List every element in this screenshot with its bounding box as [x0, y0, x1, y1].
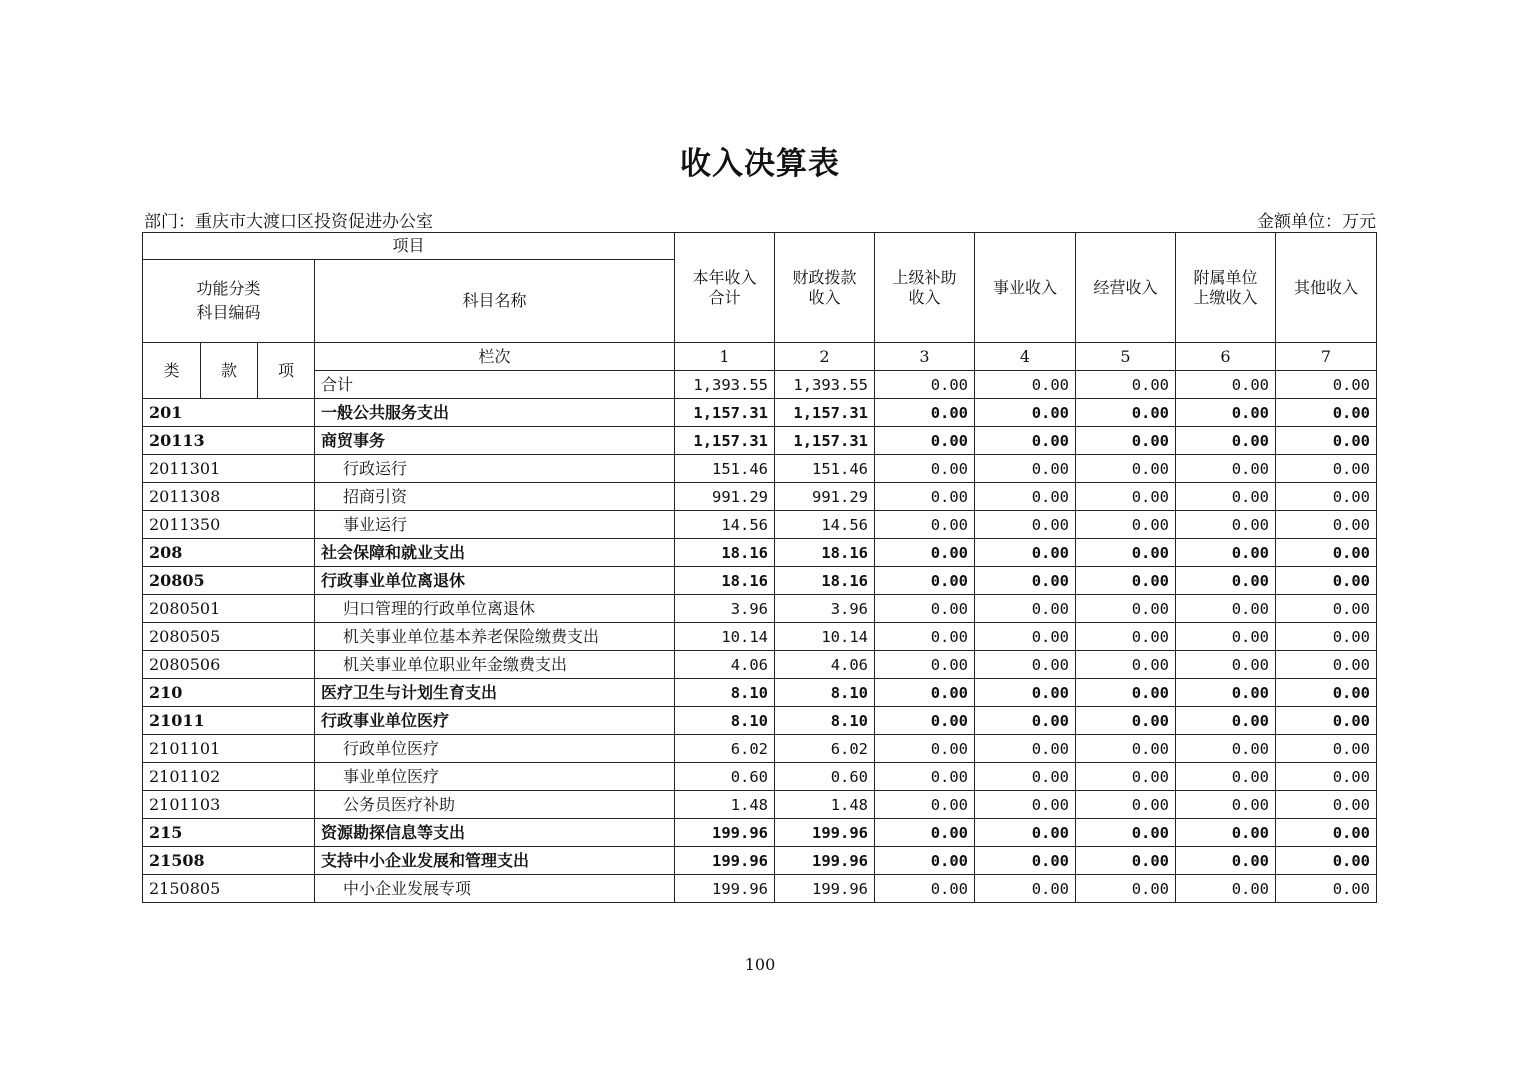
row-value-1: 8.10	[675, 707, 775, 735]
col-header-4: 事业收入	[975, 233, 1076, 343]
row-subject-name: 归口管理的行政单位离退休	[315, 595, 675, 623]
row-value-2: 199.96	[775, 819, 875, 847]
row-value-1: 0.60	[675, 763, 775, 791]
col-index-4: 4	[975, 343, 1076, 371]
row-code: 2080501	[143, 595, 315, 623]
row-value-6: 0.00	[1176, 763, 1276, 791]
table-row	[143, 679, 1377, 707]
total-row	[143, 371, 1377, 399]
row-value-6: 0.00	[1176, 735, 1276, 763]
subject-name-header: 科目名称	[315, 260, 675, 343]
row-subject-name: 机关事业单位职业年金缴费支出	[315, 651, 675, 679]
row-value-1: 6.02	[675, 735, 775, 763]
row-value-4: 0.00	[975, 735, 1076, 763]
row-value-3: 0.00	[875, 623, 975, 651]
row-value-4: 0.00	[975, 651, 1076, 679]
row-subject-name: 事业运行	[315, 511, 675, 539]
row-value-3: 0.00	[875, 651, 975, 679]
page-title: 收入决算表	[680, 146, 840, 182]
row-value-7: 0.00	[1276, 511, 1377, 539]
row-value-6: 0.00	[1176, 791, 1276, 819]
table-row	[143, 735, 1377, 763]
row-subject-name: 行政事业单位医疗	[315, 707, 675, 735]
row-value-2: 14.56	[775, 511, 875, 539]
row-value-5: 0.00	[1076, 539, 1176, 567]
row-value-2: 10.14	[775, 623, 875, 651]
row-code: 201	[143, 399, 315, 427]
row-value-3: 0.00	[875, 763, 975, 791]
row-value-4: 0.00	[975, 595, 1076, 623]
total-value-1: 1,393.55	[675, 371, 775, 399]
row-subject-name: 行政事业单位离退休	[315, 567, 675, 595]
row-subject-name: 社会保障和就业支出	[315, 539, 675, 567]
row-value-3: 0.00	[875, 847, 975, 875]
col-header-3: 上级补助 收入	[875, 233, 975, 343]
row-value-5: 0.00	[1076, 735, 1176, 763]
row-value-5: 0.00	[1076, 763, 1176, 791]
row-value-4: 0.00	[975, 679, 1076, 707]
row-code: 210	[143, 679, 315, 707]
row-subject-name: 行政单位医疗	[315, 735, 675, 763]
row-value-2: 199.96	[775, 847, 875, 875]
row-value-4: 0.00	[975, 875, 1076, 903]
row-value-6: 0.00	[1176, 707, 1276, 735]
row-value-5: 0.00	[1076, 623, 1176, 651]
row-value-4: 0.00	[975, 539, 1076, 567]
total-value-7: 0.00	[1276, 371, 1377, 399]
table-row	[143, 595, 1377, 623]
total-value-4: 0.00	[975, 371, 1076, 399]
row-value-2: 1.48	[775, 791, 875, 819]
table-row	[143, 455, 1377, 483]
row-code: 20113	[143, 427, 315, 455]
row-code: 2101102	[143, 763, 315, 791]
row-value-7: 0.00	[1276, 847, 1377, 875]
row-value-6: 0.00	[1176, 539, 1276, 567]
row-value-3: 0.00	[875, 595, 975, 623]
row-value-5: 0.00	[1076, 427, 1176, 455]
row-code: 215	[143, 819, 315, 847]
row-subject-name: 资源勘探信息等支出	[315, 819, 675, 847]
row-value-3: 0.00	[875, 483, 975, 511]
row-value-1: 199.96	[675, 875, 775, 903]
row-value-7: 0.00	[1276, 427, 1377, 455]
row-value-7: 0.00	[1276, 483, 1377, 511]
total-label: 合计	[315, 371, 675, 399]
kuan-header: 款	[201, 343, 258, 399]
row-value-1: 4.06	[675, 651, 775, 679]
row-value-3: 0.00	[875, 735, 975, 763]
total-value-5: 0.00	[1076, 371, 1176, 399]
row-value-5: 0.00	[1076, 511, 1176, 539]
row-value-6: 0.00	[1176, 511, 1276, 539]
row-value-5: 0.00	[1076, 595, 1176, 623]
row-value-4: 0.00	[975, 455, 1076, 483]
row-code: 2080506	[143, 651, 315, 679]
col-index-1: 1	[675, 343, 775, 371]
row-subject-name: 商贸事务	[315, 427, 675, 455]
row-value-7: 0.00	[1276, 595, 1377, 623]
row-value-1: 1,157.31	[675, 399, 775, 427]
row-value-5: 0.00	[1076, 819, 1176, 847]
row-value-3: 0.00	[875, 399, 975, 427]
row-value-4: 0.00	[975, 819, 1076, 847]
row-value-4: 0.00	[975, 427, 1076, 455]
row-value-7: 0.00	[1276, 707, 1377, 735]
col-header-5: 经营收入	[1076, 233, 1176, 343]
row-value-7: 0.00	[1276, 623, 1377, 651]
col-index-5: 5	[1076, 343, 1176, 371]
table-row	[143, 567, 1377, 595]
table-row	[143, 511, 1377, 539]
row-value-2: 0.60	[775, 763, 875, 791]
row-value-2: 18.16	[775, 567, 875, 595]
col-header-2: 财政拨款 收入	[775, 233, 875, 343]
row-value-1: 10.14	[675, 623, 775, 651]
row-code: 2101103	[143, 791, 315, 819]
row-value-2: 1,157.31	[775, 427, 875, 455]
row-value-6: 0.00	[1176, 455, 1276, 483]
row-value-6: 0.00	[1176, 567, 1276, 595]
row-code: 2101101	[143, 735, 315, 763]
unit-label: 金额单位：万元	[1257, 212, 1376, 232]
row-value-3: 0.00	[875, 427, 975, 455]
row-value-1: 991.29	[675, 483, 775, 511]
row-value-1: 18.16	[675, 567, 775, 595]
table-row	[143, 651, 1377, 679]
row-value-2: 991.29	[775, 483, 875, 511]
header-row-project	[143, 233, 1377, 260]
row-subject-name: 招商引资	[315, 483, 675, 511]
row-value-4: 0.00	[975, 707, 1076, 735]
department-label: 部门：重庆市大渡口区投资促进办公室	[144, 212, 433, 232]
row-value-2: 1,157.31	[775, 399, 875, 427]
row-subject-name: 中小企业发展专项	[315, 875, 675, 903]
project-header: 项目	[143, 233, 675, 260]
row-value-1: 151.46	[675, 455, 775, 483]
row-code: 2080505	[143, 623, 315, 651]
row-value-4: 0.00	[975, 511, 1076, 539]
row-code: 2150805	[143, 875, 315, 903]
row-value-1: 1,157.31	[675, 427, 775, 455]
row-code: 2011308	[143, 483, 315, 511]
table-row	[143, 819, 1377, 847]
table-row	[143, 847, 1377, 875]
row-code: 21011	[143, 707, 315, 735]
row-subject-name: 一般公共服务支出	[315, 399, 675, 427]
row-value-3: 0.00	[875, 539, 975, 567]
row-value-6: 0.00	[1176, 819, 1276, 847]
col-header-1: 本年收入 合计	[675, 233, 775, 343]
row-value-2: 8.10	[775, 707, 875, 735]
table-row	[143, 623, 1377, 651]
row-value-6: 0.00	[1176, 623, 1276, 651]
row-value-6: 0.00	[1176, 651, 1276, 679]
row-value-3: 0.00	[875, 791, 975, 819]
row-value-6: 0.00	[1176, 427, 1276, 455]
row-value-6: 0.00	[1176, 595, 1276, 623]
row-subject-name: 医疗卫生与计划生育支出	[315, 679, 675, 707]
row-subject-name: 机关事业单位基本养老保险缴费支出	[315, 623, 675, 651]
row-value-5: 0.00	[1076, 847, 1176, 875]
row-code: 208	[143, 539, 315, 567]
row-value-7: 0.00	[1276, 455, 1377, 483]
total-value-6: 0.00	[1176, 371, 1276, 399]
row-value-3: 0.00	[875, 707, 975, 735]
row-value-5: 0.00	[1076, 651, 1176, 679]
xiang-header: 项	[258, 343, 315, 399]
table-row	[143, 763, 1377, 791]
row-value-7: 0.00	[1276, 539, 1377, 567]
row-value-3: 0.00	[875, 511, 975, 539]
col-index-3: 3	[875, 343, 975, 371]
row-value-4: 0.00	[975, 847, 1076, 875]
row-value-4: 0.00	[975, 623, 1076, 651]
row-value-5: 0.00	[1076, 567, 1176, 595]
row-subject-name: 行政运行	[315, 455, 675, 483]
col-header-7: 其他收入	[1276, 233, 1377, 343]
table-row	[143, 791, 1377, 819]
row-value-6: 0.00	[1176, 483, 1276, 511]
row-value-6: 0.00	[1176, 679, 1276, 707]
func-class-header: 功能分类 科目编码	[143, 260, 315, 343]
row-value-1: 18.16	[675, 539, 775, 567]
col-header-6: 附属单位 上缴收入	[1176, 233, 1276, 343]
col-index-7: 7	[1276, 343, 1377, 371]
row-value-3: 0.00	[875, 455, 975, 483]
row-value-6: 0.00	[1176, 399, 1276, 427]
row-value-2: 6.02	[775, 735, 875, 763]
row-code: 20805	[143, 567, 315, 595]
row-value-4: 0.00	[975, 483, 1076, 511]
lei-header: 类	[143, 343, 201, 399]
row-value-3: 0.00	[875, 875, 975, 903]
table-row	[143, 707, 1377, 735]
row-subject-name: 公务员医疗补助	[315, 791, 675, 819]
row-value-2: 199.96	[775, 875, 875, 903]
table-row	[143, 539, 1377, 567]
row-subject-name: 支持中小企业发展和管理支出	[315, 847, 675, 875]
row-value-7: 0.00	[1276, 399, 1377, 427]
row-value-5: 0.00	[1076, 483, 1176, 511]
row-value-3: 0.00	[875, 567, 975, 595]
row-value-7: 0.00	[1276, 819, 1377, 847]
row-value-4: 0.00	[975, 791, 1076, 819]
header-row-lanci	[143, 343, 1377, 371]
total-value-2: 1,393.55	[775, 371, 875, 399]
row-value-1: 1.48	[675, 791, 775, 819]
row-value-2: 8.10	[775, 679, 875, 707]
row-value-6: 0.00	[1176, 875, 1276, 903]
row-value-5: 0.00	[1076, 679, 1176, 707]
row-value-7: 0.00	[1276, 735, 1377, 763]
report-meta	[144, 207, 1376, 231]
lanci-header: 栏次	[315, 343, 675, 371]
row-value-5: 0.00	[1076, 399, 1176, 427]
total-value-3: 0.00	[875, 371, 975, 399]
row-code: 2011350	[143, 511, 315, 539]
row-value-1: 199.96	[675, 847, 775, 875]
row-value-5: 0.00	[1076, 455, 1176, 483]
row-subject-name: 事业单位医疗	[315, 763, 675, 791]
col-index-2: 2	[775, 343, 875, 371]
row-value-3: 0.00	[875, 679, 975, 707]
col-index-6: 6	[1176, 343, 1276, 371]
row-value-4: 0.00	[975, 399, 1076, 427]
row-value-1: 3.96	[675, 595, 775, 623]
row-value-3: 0.00	[875, 819, 975, 847]
row-value-5: 0.00	[1076, 707, 1176, 735]
row-value-7: 0.00	[1276, 763, 1377, 791]
row-value-1: 199.96	[675, 819, 775, 847]
row-value-4: 0.00	[975, 567, 1076, 595]
row-value-5: 0.00	[1076, 875, 1176, 903]
row-code: 2011301	[143, 455, 315, 483]
row-value-7: 0.00	[1276, 875, 1377, 903]
row-value-2: 18.16	[775, 539, 875, 567]
row-value-1: 8.10	[675, 679, 775, 707]
row-value-7: 0.00	[1276, 679, 1377, 707]
page-number: 100	[744, 955, 776, 974]
row-value-2: 3.96	[775, 595, 875, 623]
row-value-5: 0.00	[1076, 791, 1176, 819]
row-value-7: 0.00	[1276, 791, 1377, 819]
row-value-7: 0.00	[1276, 651, 1377, 679]
table-row	[143, 875, 1377, 903]
row-value-2: 151.46	[775, 455, 875, 483]
row-value-7: 0.00	[1276, 567, 1377, 595]
table-row	[143, 427, 1377, 455]
row-value-6: 0.00	[1176, 847, 1276, 875]
row-value-4: 0.00	[975, 763, 1076, 791]
row-value-1: 14.56	[675, 511, 775, 539]
table-row	[143, 399, 1377, 427]
table-row	[143, 483, 1377, 511]
income-table	[142, 232, 1377, 903]
row-value-2: 4.06	[775, 651, 875, 679]
row-code: 21508	[143, 847, 315, 875]
table-body	[143, 399, 1377, 903]
